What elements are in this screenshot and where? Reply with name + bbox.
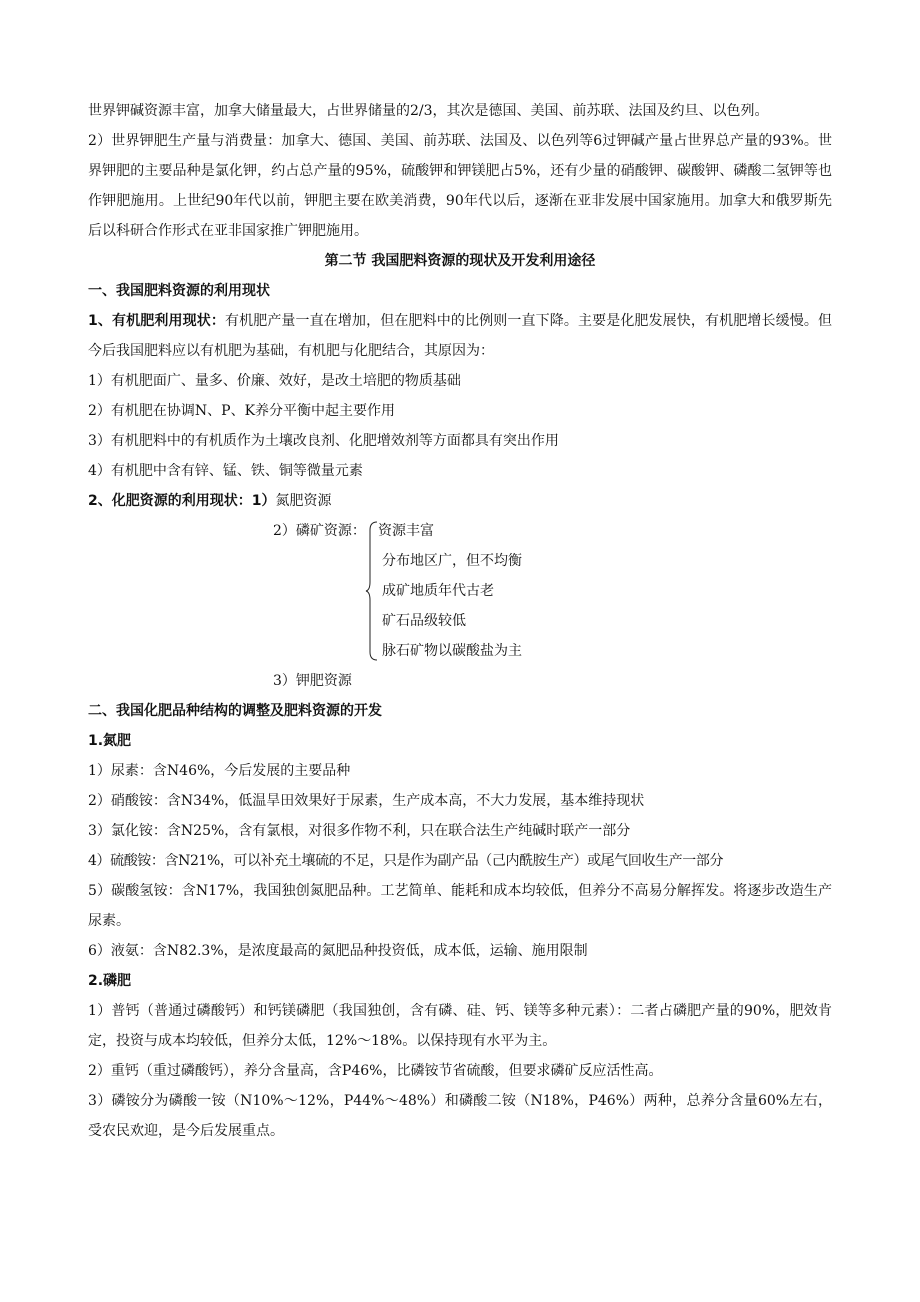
list-item: 3）有机肥料中的有机质作为土壤改良剂、化肥增效剂等方面都具有突出作用 bbox=[88, 433, 559, 449]
list-item: 资源丰富 bbox=[378, 523, 434, 539]
list-item: 6）液氨：含N82.3%，是浓度最高的氮肥品种投资低，成本低，运输、施用限制 bbox=[88, 943, 588, 959]
list-item: 成矿地质年代古老 bbox=[382, 583, 494, 599]
phosphate-rock-label: 2）磷矿资源： bbox=[273, 523, 366, 539]
heading-utilization-status: 一、我国肥料资源的利用现状 bbox=[88, 283, 270, 299]
list-item: 4）硫酸铵：含N21%，可以补充土壤硫的不足，只是作为副产品（己内酰胺生产）或尾气回收生产一部分 bbox=[88, 853, 724, 869]
paragraph-potash-production: 2）世界钾肥生产量与消费量：加拿大、德国、美国、前苏联、法国及、以色列等6过钾碱产量占世界总产量的93%。世界钾肥的主要品种是氯化钾，约占总产量的95%，硫酸钾和钾镁肥占5%，还有少量的硝酸钾、碳酸钾、磷酸二氢钾等也作钾肥施用。上世纪90年代以前，钾肥主要在欧美消费，90年代以后，逐渐在亚非发展中国家施用。加拿大和俄罗斯先后以科研合作形式在亚非国家推广钾肥施用。 bbox=[88, 133, 832, 239]
list-item: 脉石矿物以碳酸盐为主 bbox=[382, 643, 522, 659]
heading-nitrogen: 1.氮肥 bbox=[88, 733, 132, 749]
list-item: 1）有机肥面广、量多、价廉、效好，是改土培肥的物质基础 bbox=[88, 373, 461, 389]
list-item: 矿石品级较低 bbox=[382, 613, 466, 629]
brace-icon bbox=[365, 520, 379, 662]
document-page bbox=[88, 96, 832, 1146]
list-item: 3）磷铵分为磷酸一铵（N10%～12%，P44%～48%）和磷酸二铵（N18%，P46%）两种，总养分含量60%左右，受农民欢迎，是今后发展重点。 bbox=[88, 1093, 832, 1139]
organic-status-text: 有机肥产量一直在增加，但在肥料中的比例则一直下降。主要是化肥发展快，有机肥增长缓慢。但今后我国肥料应以有机肥为基础，有机肥与化肥结合，其原因为： bbox=[88, 313, 832, 359]
list-item: 1）尿素：含N46%，今后发展的主要品种 bbox=[88, 763, 351, 779]
phosphate-rock-list bbox=[378, 516, 522, 666]
section-title: 第二节 我国肥料资源的现状及开发利用途径 bbox=[324, 253, 596, 269]
nitrogen-resource-text: 氮肥资源 bbox=[275, 493, 332, 509]
list-item: 分布地区广，但不均衡 bbox=[382, 553, 522, 569]
list-item: 1）普钙（普通过磷酸钙）和钙镁磷肥（我国独创，含有磷、硅、钙、镁等多种元素）：二者占磷肥产量的90%，肥效肯定，投资与成本均较低，但养分太低，12%～18%。以保持现有水平为主。 bbox=[88, 1003, 832, 1049]
list-item: 2）硝酸铵：含N34%，低温旱田效果好于尿素，生产成本高，不大力发展，基本维持现状 bbox=[88, 793, 645, 809]
list-item: 2）有机肥在协调N、P、K养分平衡中起主要作用 bbox=[88, 403, 396, 419]
paragraph-organic-status bbox=[88, 306, 832, 366]
phosphate-rock-group bbox=[88, 516, 832, 666]
list-item: 2）重钙（重过磷酸钙），养分含量高，含P46%，比磷铵节省硫酸，但要求磷矿反应活性高。 bbox=[88, 1063, 663, 1079]
list-item: 5）碳酸氢铵：含N17%，我国独创氮肥品种。工艺简单、能耗和成本均较低，但养分不高易分解挥发。将逐步改造生产尿素。 bbox=[88, 883, 832, 929]
list-item: 4）有机肥中含有锌、锰、铁、铜等微量元素 bbox=[88, 463, 363, 479]
heading-structure-adjustment: 二、我国化肥品种结构的调整及肥料资源的开发 bbox=[88, 703, 382, 719]
list-item: 3）氯化铵：含N25%，含有氯根，对很多作物不利，只在联合法生产纯碱时联产一部分 bbox=[88, 823, 631, 839]
potash-resource-line: 3）钾肥资源 bbox=[273, 673, 352, 689]
paragraph-potash-reserves: 世界钾碱资源丰富，加拿大储量最大，占世界储量的2/3，其次是德国、美国、前苏联、法国及约旦、以色列。 bbox=[88, 103, 769, 119]
chemical-status-label: 2、化肥资源的利用现状： bbox=[88, 493, 252, 509]
heading-phosphate: 2.磷肥 bbox=[88, 973, 132, 989]
nitrogen-resource-number: 1） bbox=[251, 493, 276, 509]
chemical-status-line bbox=[88, 486, 832, 516]
organic-status-label: 1、有机肥利用现状： bbox=[88, 313, 225, 329]
